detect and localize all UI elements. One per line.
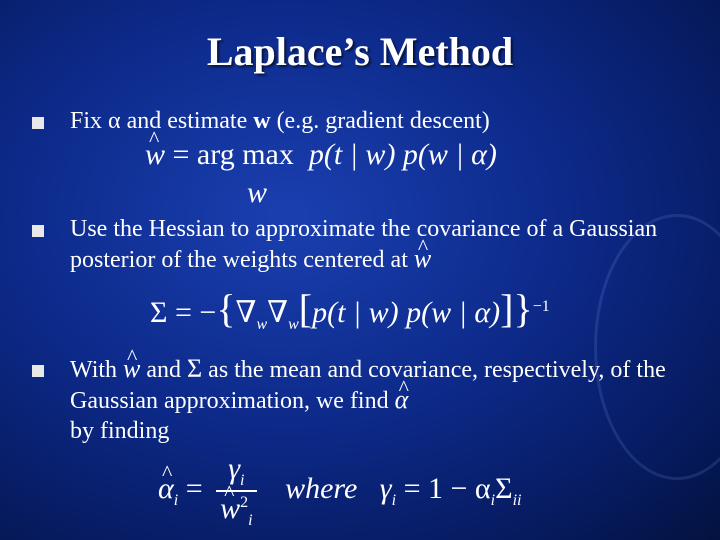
bullet-1-bold-w: w (253, 108, 271, 134)
eq3-alpha-hat: ^ α (158, 472, 174, 506)
eq1-sub: w (247, 176, 268, 209)
bullet-2-what: ^ w (414, 244, 431, 274)
eq3-ii: ii (512, 491, 522, 509)
bullet-3-sigma: Σ (187, 354, 203, 383)
eq3-rhs-body: = 1 − α (403, 471, 491, 505)
bullet-3-post: as the mean and covariance, respectively, of the Gaussian approximation, we find (70, 357, 666, 414)
eq2-nabla-1: ∇ (235, 296, 257, 329)
bullet-3-pre: With (70, 357, 118, 383)
eq3-sq: 2 (240, 494, 249, 511)
eq2-sub-1: w (256, 316, 268, 333)
bullet-1-post: (e.g. gradient descent) (270, 108, 490, 134)
eq1-body: p(t | w) p(w | α) (308, 138, 497, 171)
eq3-i-1: i (173, 491, 179, 509)
equation-2: $\Sigma = -\{\nabla_w\nabla_w[p(t$ | w) p(w | α)]}$^{-1}$ (150, 286, 550, 333)
eq3-where: where (285, 471, 358, 505)
bullet-square-icon (32, 225, 44, 237)
eq3-den: ^ w (220, 492, 240, 526)
eq2-nabla-2: ∇ (267, 296, 289, 329)
eq1-argmax: = arg max (172, 138, 294, 171)
bullet-3-what: ^ w (123, 354, 140, 384)
eq3-i-2: i (240, 472, 245, 489)
bullet-1-mid: and estimate (120, 108, 254, 134)
eq2-body: p(t | w) p(w | α) (312, 296, 501, 329)
eq3-gamma: γ (379, 471, 392, 505)
bullet-3-text (70, 354, 680, 446)
eq1-what: ^ w (145, 138, 165, 172)
bullet-2-body: Use the Hessian to approximate the covariance of a Gaussian posterior of the weights centered at (70, 216, 658, 273)
equation-3: ^ $\alpha_i$ = $\gamma_i$ ^ $w^2_i$ where $\gamma_i = 1 - \alpha_i\Sigma_{ii}$ (158, 452, 521, 530)
bullet-3-mid: and (146, 357, 182, 383)
slide-title: Laplace’s Method (206, 29, 514, 74)
equation-1 (145, 138, 497, 172)
eq3-i-5: i (490, 491, 496, 509)
bullet-3-last: by finding (70, 418, 170, 444)
bullet-2-text (70, 214, 680, 275)
bullet-square-icon (32, 365, 44, 377)
eq3-fraction (216, 452, 256, 530)
eq3-i-4: i (391, 491, 397, 509)
alpha-symbol: α (108, 108, 121, 134)
eq2-lhs: Σ = − (150, 296, 217, 329)
eq3-sigma: Σ (495, 471, 513, 505)
eq2-sub-2: w (288, 316, 299, 333)
eq3-num: γ (228, 452, 241, 485)
eq2-exp: −1 (532, 298, 550, 315)
bullet-1-pre: Fix (70, 108, 109, 134)
bullet-1-text (70, 106, 680, 136)
bullet-3-alpha-hat: ^ α (395, 385, 409, 415)
bullet-square-icon (32, 117, 44, 129)
eq3-i-3: i (248, 512, 253, 529)
